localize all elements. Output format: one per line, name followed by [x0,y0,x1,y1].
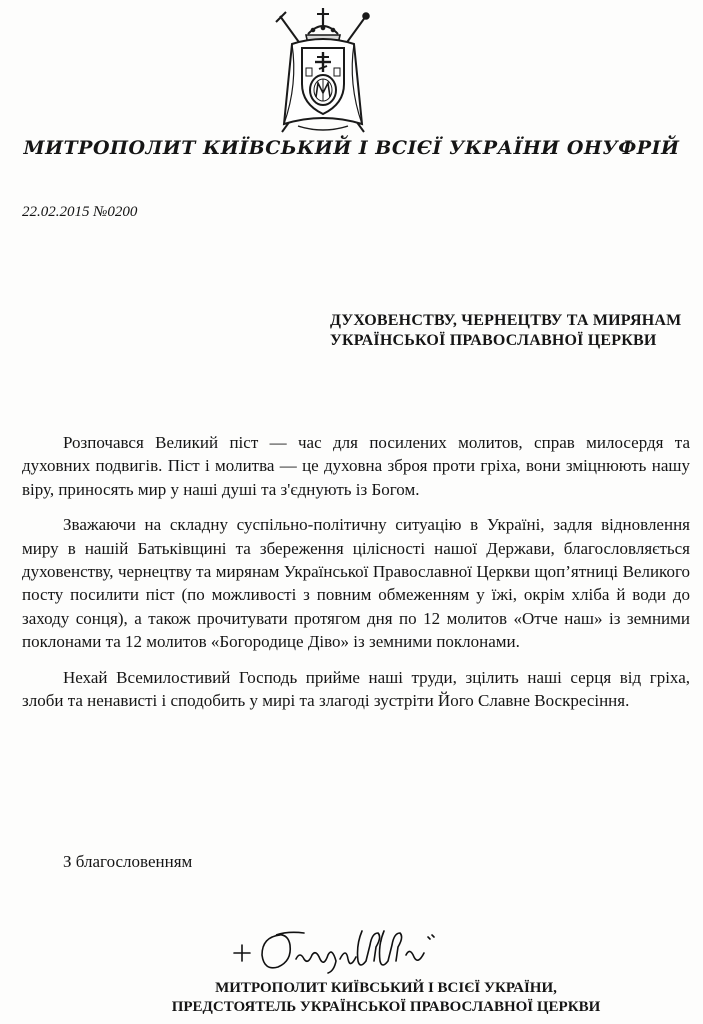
body-paragraph: Нехай Всемилостивий Господь прийме наші труди, зцілить наші серця від гріха, злоби та ненависті і сподобить у мирі та злагоді зустріти Його Славне Воскресіння. [22,667,690,711]
addressee-line: ДУХОВЕНСТВУ, ЧЕРНЕЦТВУ ТА МИРЯНАМ [330,312,682,329]
signatory-line: МИТРОПОЛИТ КИЇВСЬКИЙ І ВСІЄЇ УКРАЇНИ, [215,980,557,996]
signatory-line: ПРЕДСТОЯТЕЛЬ УКРАЇНСЬКОЇ ПРАВОСЛАВНОЇ ЦЕРКВИ [171,999,601,1015]
signatory-title [0,979,703,1017]
addressee-line: УКРАЇНСЬКОЇ ПРАВОСЛАВНОЇ ЦЕРКВИ [330,332,657,349]
body-paragraph: Розпочався Великий піст — час для посилених молитов, справ милосердя та духовних подвигів. Піст і молитва — це духовна зброя проти гріха, вони зміцнюють нашу віру, приносять мир у наші душі та з'єднують із Богом. [22,433,690,499]
letter-body [22,431,690,724]
body-paragraph: Зважаючи на складну суспільно-політичну ситуацію в Україні, задля відновлення миру в нашій Батьківщині та збереження цілісності нашої Держави, благословляється духовенству, чернецтву та мирянам Української Православної Церкви щоп’ятниці Великого посту посилити піст (по можливості з повним обмеженням у їжі, окрім хліба й води до заходу сонця), а також прочитувати протягом дня по 12 молитов «Отче наш» із земними поклонами та 12 молитов «Богородице Діво» із земними поклонами. [22,515,690,652]
handwritten-signature [228,925,448,977]
metropolitan-coat-of-arms-icon [268,4,378,144]
letterhead-title: МИТРОПОЛИТ КИЇВСЬКИЙ І ВСІЄЇ УКРАЇНИ ОНУФРІЙ [23,137,680,159]
closing-phrase: З благословенням [63,852,193,871]
date-reference: 22.02.2015 №0200 [22,204,138,220]
addressee-block [330,311,690,351]
